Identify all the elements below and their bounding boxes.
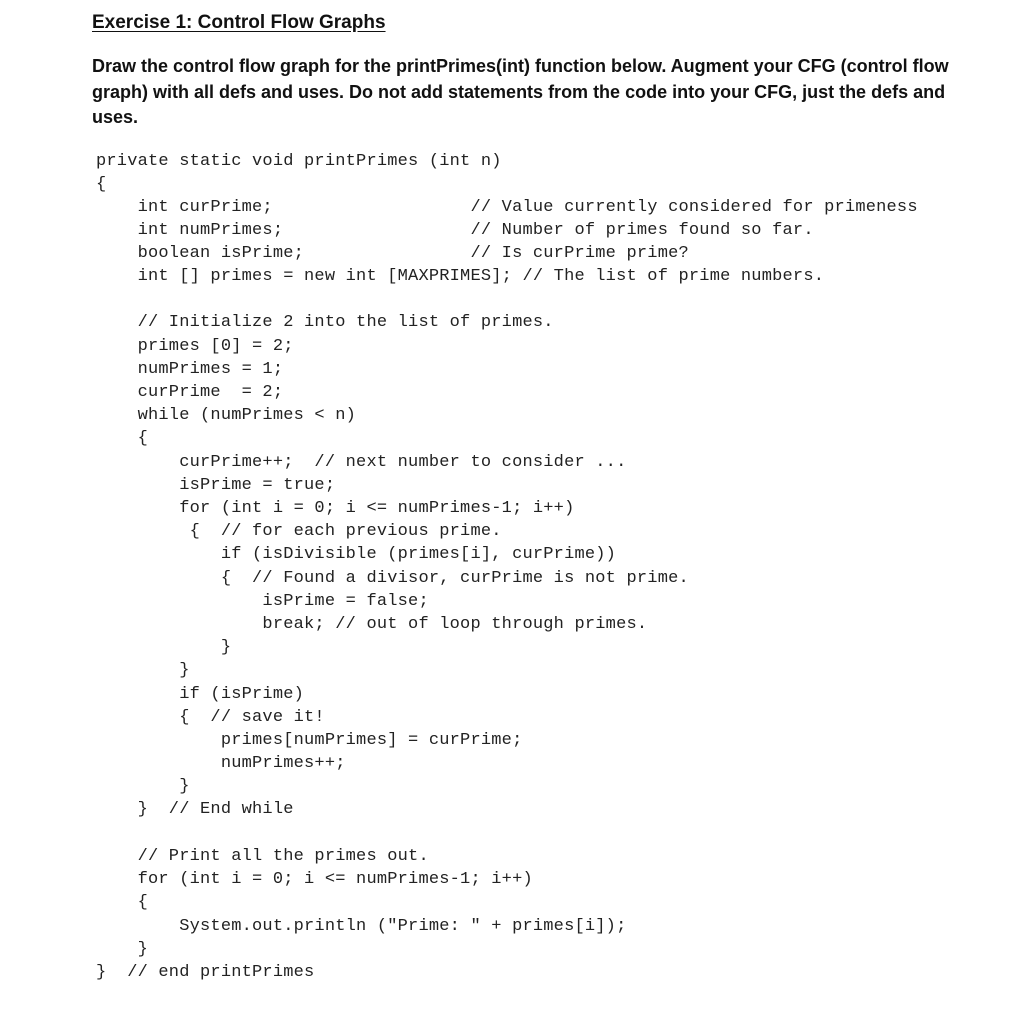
code-line-18: if (isDivisible (primes[i], curPrime)): [96, 545, 617, 564]
code-line-13: {: [96, 429, 149, 448]
code-line-3: int curPrime; // Value currently considered for primeness: [96, 198, 918, 217]
code-line-35: }: [96, 940, 149, 959]
code-line-22: }: [96, 638, 232, 657]
code-line-6: int [] primes = new int [MAXPRIMES]; // The list of prime numbers.: [96, 267, 825, 286]
code-line-23: }: [96, 661, 190, 680]
code-line-8: // Initialize 2 into the list of primes.: [96, 313, 554, 332]
code-line-1: private static void printPrimes (int n): [96, 152, 502, 171]
code-line-27: numPrimes++;: [96, 754, 346, 773]
code-line-9: primes [0] = 2;: [96, 337, 294, 356]
code-line-36: } // end printPrimes: [96, 963, 315, 982]
code-line-32: for (int i = 0; i <= numPrimes-1; i++): [96, 870, 533, 889]
code-line-26: primes[numPrimes] = curPrime;: [96, 731, 523, 750]
code-line-10: numPrimes = 1;: [96, 360, 284, 379]
code-line-29: } // End while: [96, 800, 294, 819]
code-line-20: isPrime = false;: [96, 592, 429, 611]
code-line-11: curPrime = 2;: [96, 383, 284, 402]
code-line-14: curPrime++; // next number to consider ...: [96, 453, 627, 472]
code-line-19: { // Found a divisor, curPrime is not prime.: [96, 569, 689, 588]
code-line-25: { // save it!: [96, 708, 325, 727]
code-line-33: {: [96, 893, 149, 912]
code-line-28: }: [96, 777, 190, 796]
code-line-2: {: [96, 175, 107, 194]
code-line-5: boolean isPrime; // Is curPrime prime?: [96, 244, 689, 263]
code-line-16: for (int i = 0; i <= numPrimes-1; i++): [96, 499, 575, 518]
code-line-4: int numPrimes; // Number of primes found so far.: [96, 221, 814, 240]
code-line-17: { // for each previous prime.: [96, 522, 502, 541]
code-line-24: if (isPrime): [96, 685, 305, 704]
code-line-21: break; // out of loop through primes.: [96, 615, 648, 634]
code-line-31: // Print all the primes out.: [96, 847, 429, 866]
code-line-12: while (numPrimes < n): [96, 406, 357, 425]
exercise-title: Exercise 1: Control Flow Graphs: [92, 12, 386, 33]
code-line-34: System.out.println ("Prime: " + primes[i]);: [96, 917, 627, 936]
exercise-instructions: Draw the control flow graph for the printPrimes(int) function below. Augment your CFG (control flow graph) with all defs and uses. Do not add statements from the code into your CFG, just the defs and uses.: [92, 56, 949, 127]
code-line-15: isPrime = true;: [96, 476, 336, 495]
